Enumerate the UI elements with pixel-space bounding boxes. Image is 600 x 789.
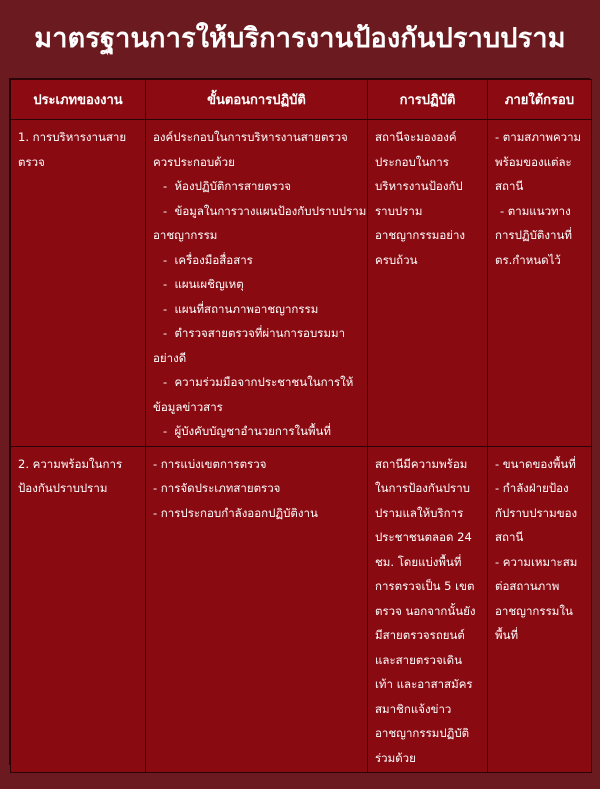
- cell-work-type: [11, 120, 146, 447]
- cell-line: บริหารงานป้องกัป: [375, 179, 463, 193]
- cell-line: สถานี: [495, 530, 524, 544]
- cell-line: ครบถ้วน: [375, 252, 418, 267]
- cell-practice: [368, 446, 488, 773]
- title-bar: [0, 0, 600, 74]
- step-item: - ห้องปฏิบัติการสายตรวจ: [163, 179, 292, 193]
- cell-line: กัปราบปรามของ: [495, 505, 578, 520]
- step-item: - เครื่องมือสื่อสาร: [163, 252, 253, 267]
- cell-line: ตรวจ นอกจากนั้นยัง: [375, 603, 476, 618]
- cell-line: ร่วมด้วย: [375, 750, 416, 765]
- cell-line: อาชญากรรมใน: [495, 603, 573, 618]
- step-item-cont: ข้อมูลข่าวสาร: [153, 399, 223, 414]
- cell-work-type: [11, 446, 146, 773]
- cell-line: - ขนาดของพื้นที่: [495, 456, 576, 471]
- cell-line: การปฏิบัติงานที่: [495, 228, 572, 242]
- cell-line: ปรามแลให้บริการ: [375, 505, 464, 520]
- cell-line: การตรวจเป็น 5 เขต: [375, 579, 475, 593]
- cell-steps: [146, 120, 368, 447]
- cell-framework: [488, 446, 592, 773]
- standards-table-container: [9, 78, 590, 765]
- step-item: - การแบ่งเขตการตรวจ: [153, 456, 267, 471]
- cell-line: - ตามแนวทาง: [500, 203, 571, 218]
- step-item: - การจัดประเภทสายตรวจ: [153, 481, 281, 495]
- header-framework: ภายใต้กรอบ: [488, 80, 592, 120]
- cell-line: พื้นที่: [495, 628, 519, 642]
- standards-table: [10, 79, 592, 773]
- step-item-cont: อาชญากรรม: [153, 228, 218, 242]
- cell-line: อาชญากรรมอย่าง: [375, 228, 466, 242]
- step-item: - การประกอบกำลังออกปฏิบัติงาน: [153, 505, 318, 520]
- cell-line: พร้อมของแต่ละ: [495, 154, 572, 169]
- cell-line: สถานี: [495, 179, 524, 193]
- step-item: - ความร่วมมือจากประชาชนในการให้: [163, 375, 354, 389]
- cell-line: ต่อสถานภาพ: [495, 579, 560, 593]
- step-item: - ตำรวจสายตรวจที่ผ่านการอบรมมา: [163, 326, 346, 340]
- cell-line: ตรวจ: [18, 154, 45, 169]
- cell-line: ประกอบในการ: [375, 154, 449, 169]
- table-row: [11, 120, 592, 447]
- step-item: - ข้อมูลในการวางแผนป้องกับปราบปราม: [163, 203, 367, 218]
- step-item-cont: อย่างดี: [153, 350, 187, 365]
- cell-practice: [368, 120, 488, 447]
- cell-line: 1. การบริหารงานสาย: [18, 130, 127, 144]
- cell-line: ในการป้องกันปราบ: [375, 481, 470, 495]
- page-title: มาตรฐานการให้บริการงานป้องกันปราบปราม: [34, 22, 566, 54]
- cell-line: ราบปราม: [375, 203, 423, 218]
- cell-line: สถานีจะมององค์: [375, 130, 457, 144]
- cell-line: เท้า และอาสาสมัคร: [375, 677, 473, 691]
- cell-line: ป้องกันปราบปราม: [18, 481, 108, 495]
- cell-line: - กำลังฝ่ายป้อง: [495, 481, 569, 495]
- step-item: - แผนที่สถานภาพอาชญากรรม: [163, 301, 319, 316]
- cell-line: ประชาชนตลอด 24: [375, 530, 472, 544]
- cell-line: - ความเหมาะสม: [495, 554, 578, 569]
- cell-line: และสายตรวจเดิน: [375, 652, 462, 667]
- cell-line: ชม. โดยแบ่งพื้นที่: [375, 554, 462, 569]
- cell-line: สมาชิกแจ้งข่าว: [375, 701, 452, 716]
- header-work-type: ประเภทของงาน: [11, 80, 146, 120]
- cell-framework: [488, 120, 592, 447]
- header-practice: การปฏิบัติ: [368, 80, 488, 120]
- step-item: - ผู้บังคับบัญชาอำนวยการในพื้นที่: [163, 424, 331, 438]
- cell-line: องค์ประกอบในการบริหารงานสายตรวจ: [153, 130, 348, 144]
- cell-line: ตร.กำหนดไว้: [495, 252, 561, 267]
- step-item: - แผนเผชิญเหตุ: [163, 277, 244, 291]
- cell-steps: [146, 446, 368, 773]
- cell-line: มีสายตรวจรถยนต์: [375, 628, 465, 642]
- cell-line: ควรประกอบด้วย: [153, 154, 235, 169]
- header-steps: ขั้นตอนการปฏิบัติ: [146, 80, 368, 120]
- cell-line: - ตามสภาพความ: [495, 130, 582, 144]
- cell-line: 2. ความพร้อมในการ: [18, 456, 123, 471]
- cell-line: สถานีมีความพร้อม: [375, 456, 468, 471]
- table-header-row: [11, 80, 592, 120]
- table-row: [11, 446, 592, 773]
- cell-line: อาชญากรรมปฏิบัติ: [375, 726, 470, 740]
